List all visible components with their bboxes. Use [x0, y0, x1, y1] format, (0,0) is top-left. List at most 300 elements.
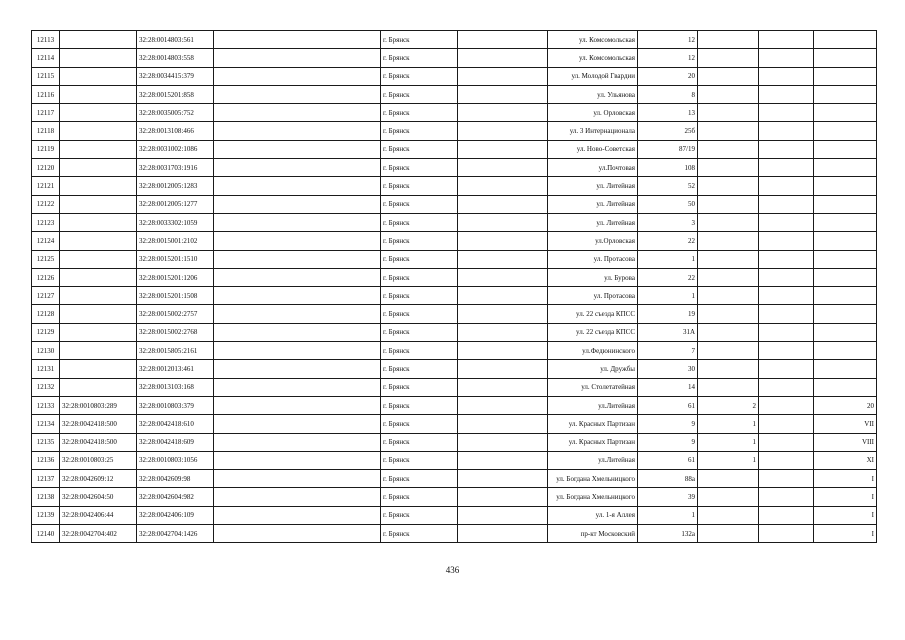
- street-cell: ул.Орловская: [548, 232, 638, 250]
- blank-column-cell: [759, 470, 814, 488]
- building-number-cell: [698, 104, 759, 122]
- table-row: [32, 268, 877, 286]
- cadastral-number-object-cell: 32:28:0015001:2102: [137, 232, 214, 250]
- cadastral-number-object-cell: 32:28:0010803:379: [137, 396, 214, 414]
- blank-column-cell: [458, 232, 548, 250]
- street-cell: ул. Красных Партизан: [548, 433, 638, 451]
- city-cell: г. Брянск: [381, 31, 458, 49]
- city-cell: г. Брянск: [381, 415, 458, 433]
- cadastral-number-object-cell: 32:28:0015201:1508: [137, 287, 214, 305]
- row-number-cell: 12136: [32, 451, 60, 469]
- building-number-cell: [698, 177, 759, 195]
- apartment-number-cell: [814, 250, 877, 268]
- street-cell: ул. Литейная: [548, 195, 638, 213]
- house-number-cell: 1: [638, 250, 698, 268]
- city-cell: г. Брянск: [381, 195, 458, 213]
- apartment-number-cell: [814, 49, 877, 67]
- blank-column-cell: [458, 470, 548, 488]
- house-number-cell: 3: [638, 213, 698, 231]
- blank-column-cell: [214, 85, 381, 103]
- blank-column-cell: [458, 268, 548, 286]
- city-cell: г. Брянск: [381, 213, 458, 231]
- house-number-cell: 22: [638, 268, 698, 286]
- table-row: [32, 122, 877, 140]
- blank-column-cell: [759, 159, 814, 177]
- cadastral-number-parcel-cell: [60, 159, 137, 177]
- cadastral-number-object-cell: 32:28:0012005:1283: [137, 177, 214, 195]
- building-number-cell: [698, 250, 759, 268]
- blank-column-cell: [759, 232, 814, 250]
- table-row: [32, 232, 877, 250]
- row-number-cell: 12133: [32, 396, 60, 414]
- blank-column-cell: [458, 323, 548, 341]
- blank-column-cell: [759, 104, 814, 122]
- row-number-cell: 12127: [32, 287, 60, 305]
- row-number-cell: 12140: [32, 525, 60, 543]
- cadastral-number-parcel-cell: 32:28:0042609:12: [60, 470, 137, 488]
- row-number-cell: 12135: [32, 433, 60, 451]
- apartment-number-cell: VIII: [814, 433, 877, 451]
- street-cell: ул. Ново-Советская: [548, 140, 638, 158]
- table-row: [32, 49, 877, 67]
- cadastral-number-object-cell: 32:28:0015002:2757: [137, 305, 214, 323]
- row-number-cell: 12137: [32, 470, 60, 488]
- city-cell: г. Брянск: [381, 305, 458, 323]
- street-cell: ул. Литейная: [548, 177, 638, 195]
- house-number-cell: 7: [638, 342, 698, 360]
- blank-column-cell: [759, 525, 814, 543]
- blank-column-cell: [759, 250, 814, 268]
- blank-column-cell: [759, 85, 814, 103]
- cadastral-number-parcel-cell: 32:28:0010803:25: [60, 451, 137, 469]
- house-number-cell: 108: [638, 159, 698, 177]
- blank-column-cell: [458, 122, 548, 140]
- table-row: [32, 342, 877, 360]
- building-number-cell: [698, 232, 759, 250]
- street-cell: ул. Комсомольская: [548, 49, 638, 67]
- building-number-cell: [698, 67, 759, 85]
- table-row: [32, 85, 877, 103]
- house-number-cell: 1: [638, 506, 698, 524]
- cadastral-number-parcel-cell: [60, 232, 137, 250]
- blank-column-cell: [458, 525, 548, 543]
- cadastral-number-object-cell: 32:28:0015201:1510: [137, 250, 214, 268]
- house-number-cell: 52: [638, 177, 698, 195]
- blank-column-cell: [458, 506, 548, 524]
- city-cell: г. Брянск: [381, 342, 458, 360]
- street-cell: ул. Богдана Хмельницкого: [548, 470, 638, 488]
- cadastral-number-parcel-cell: 32:28:0042604:50: [60, 488, 137, 506]
- table-row: [32, 31, 877, 49]
- city-cell: г. Брянск: [381, 287, 458, 305]
- row-number-cell: 12138: [32, 488, 60, 506]
- house-number-cell: 39: [638, 488, 698, 506]
- register-table: [31, 30, 877, 543]
- apartment-number-cell: VII: [814, 415, 877, 433]
- cadastral-number-parcel-cell: [60, 67, 137, 85]
- street-cell: ул. Протасова: [548, 287, 638, 305]
- blank-column-cell: [759, 305, 814, 323]
- apartment-number-cell: I: [814, 525, 877, 543]
- blank-column-cell: [759, 287, 814, 305]
- city-cell: г. Брянск: [381, 85, 458, 103]
- cadastral-number-parcel-cell: 32:28:0042406:44: [60, 506, 137, 524]
- blank-column-cell: [214, 287, 381, 305]
- cadastral-number-object-cell: 32:28:0012005:1277: [137, 195, 214, 213]
- street-cell: ул. Ульянова: [548, 85, 638, 103]
- blank-column-cell: [458, 305, 548, 323]
- building-number-cell: [698, 525, 759, 543]
- blank-column-cell: [458, 451, 548, 469]
- blank-column-cell: [458, 488, 548, 506]
- building-number-cell: [698, 506, 759, 524]
- blank-column-cell: [458, 213, 548, 231]
- blank-column-cell: [759, 177, 814, 195]
- cadastral-number-object-cell: 32:28:0042609:98: [137, 470, 214, 488]
- blank-column-cell: [214, 470, 381, 488]
- row-number-cell: 12119: [32, 140, 60, 158]
- apartment-number-cell: [814, 159, 877, 177]
- apartment-number-cell: [814, 305, 877, 323]
- blank-column-cell: [214, 122, 381, 140]
- house-number-cell: 8: [638, 85, 698, 103]
- street-cell: ул. 3 Интернационала: [548, 122, 638, 140]
- city-cell: г. Брянск: [381, 104, 458, 122]
- table-row: [32, 195, 877, 213]
- city-cell: г. Брянск: [381, 177, 458, 195]
- blank-column-cell: [214, 67, 381, 85]
- house-number-cell: 12: [638, 49, 698, 67]
- building-number-cell: [698, 140, 759, 158]
- table-row: [32, 451, 877, 469]
- apartment-number-cell: [814, 195, 877, 213]
- house-number-cell: 20: [638, 67, 698, 85]
- cadastral-number-object-cell: 32:28:0042418:609: [137, 433, 214, 451]
- cadastral-number-object-cell: 32:28:0010803:1056: [137, 451, 214, 469]
- city-cell: г. Брянск: [381, 268, 458, 286]
- cadastral-number-parcel-cell: [60, 31, 137, 49]
- cadastral-number-object-cell: 32:28:0042418:610: [137, 415, 214, 433]
- building-number-cell: [698, 122, 759, 140]
- blank-column-cell: [759, 415, 814, 433]
- blank-column-cell: [759, 195, 814, 213]
- building-number-cell: [698, 378, 759, 396]
- street-cell: ул.Литейная: [548, 451, 638, 469]
- city-cell: г. Брянск: [381, 378, 458, 396]
- blank-column-cell: [759, 140, 814, 158]
- blank-column-cell: [214, 415, 381, 433]
- row-number-cell: 12128: [32, 305, 60, 323]
- city-cell: г. Брянск: [381, 488, 458, 506]
- blank-column-cell: [458, 433, 548, 451]
- building-number-cell: [698, 268, 759, 286]
- table-row: [32, 360, 877, 378]
- house-number-cell: 19: [638, 305, 698, 323]
- row-number-cell: 12130: [32, 342, 60, 360]
- table-row: [32, 415, 877, 433]
- row-number-cell: 12117: [32, 104, 60, 122]
- house-number-cell: 50: [638, 195, 698, 213]
- blank-column-cell: [214, 396, 381, 414]
- building-number-cell: 1: [698, 415, 759, 433]
- street-cell: ул. Орловская: [548, 104, 638, 122]
- blank-column-cell: [214, 49, 381, 67]
- cadastral-number-parcel-cell: [60, 85, 137, 103]
- street-cell: ул. Протасова: [548, 250, 638, 268]
- building-number-cell: [698, 470, 759, 488]
- blank-column-cell: [214, 268, 381, 286]
- blank-column-cell: [759, 268, 814, 286]
- row-number-cell: 12124: [32, 232, 60, 250]
- row-number-cell: 12132: [32, 378, 60, 396]
- blank-column-cell: [759, 488, 814, 506]
- blank-column-cell: [458, 360, 548, 378]
- blank-column-cell: [759, 122, 814, 140]
- table-row: [32, 213, 877, 231]
- table-row: [32, 305, 877, 323]
- apartment-number-cell: [814, 140, 877, 158]
- blank-column-cell: [759, 213, 814, 231]
- building-number-cell: [698, 213, 759, 231]
- blank-column-cell: [458, 177, 548, 195]
- city-cell: г. Брянск: [381, 451, 458, 469]
- building-number-cell: [698, 360, 759, 378]
- building-number-cell: [698, 195, 759, 213]
- house-number-cell: 12: [638, 31, 698, 49]
- house-number-cell: 22: [638, 232, 698, 250]
- house-number-cell: 87/19: [638, 140, 698, 158]
- blank-column-cell: [214, 360, 381, 378]
- street-cell: ул. Красных Партизан: [548, 415, 638, 433]
- apartment-number-cell: [814, 122, 877, 140]
- blank-column-cell: [214, 305, 381, 323]
- street-cell: ул.Федюнинского: [548, 342, 638, 360]
- blank-column-cell: [214, 213, 381, 231]
- city-cell: г. Брянск: [381, 250, 458, 268]
- table-row: [32, 104, 877, 122]
- city-cell: г. Брянск: [381, 140, 458, 158]
- building-number-cell: [698, 305, 759, 323]
- blank-column-cell: [214, 506, 381, 524]
- blank-column-cell: [759, 67, 814, 85]
- blank-column-cell: [458, 287, 548, 305]
- table-row: [32, 525, 877, 543]
- street-cell: ул. Молодой Гвардии: [548, 67, 638, 85]
- blank-column-cell: [214, 232, 381, 250]
- house-number-cell: 9: [638, 415, 698, 433]
- blank-column-cell: [458, 31, 548, 49]
- street-cell: ул. Богдана Хмельницкого: [548, 488, 638, 506]
- cadastral-number-object-cell: 32:28:0015201:1206: [137, 268, 214, 286]
- apartment-number-cell: [814, 360, 877, 378]
- blank-column-cell: [458, 195, 548, 213]
- house-number-cell: 1: [638, 287, 698, 305]
- blank-column-cell: [214, 177, 381, 195]
- blank-column-cell: [759, 506, 814, 524]
- row-number-cell: 12131: [32, 360, 60, 378]
- table-row: [32, 506, 877, 524]
- blank-column-cell: [458, 378, 548, 396]
- building-number-cell: [698, 342, 759, 360]
- street-cell: ул. Бурова: [548, 268, 638, 286]
- blank-column-cell: [214, 378, 381, 396]
- cadastral-number-object-cell: 32:28:0013108:466: [137, 122, 214, 140]
- house-number-cell: 9: [638, 433, 698, 451]
- blank-column-cell: [214, 433, 381, 451]
- cadastral-number-parcel-cell: [60, 323, 137, 341]
- building-number-cell: [698, 159, 759, 177]
- building-number-cell: [698, 287, 759, 305]
- blank-column-cell: [458, 85, 548, 103]
- row-number-cell: 12120: [32, 159, 60, 177]
- blank-column-cell: [214, 104, 381, 122]
- blank-column-cell: [214, 159, 381, 177]
- cadastral-number-parcel-cell: [60, 195, 137, 213]
- house-number-cell: 132а: [638, 525, 698, 543]
- blank-column-cell: [759, 31, 814, 49]
- city-cell: г. Брянск: [381, 470, 458, 488]
- street-cell: ул.Литейная: [548, 396, 638, 414]
- blank-column-cell: [458, 49, 548, 67]
- page-number: 436: [445, 565, 460, 575]
- row-number-cell: 12114: [32, 49, 60, 67]
- street-cell: ул. 1-я Аллея: [548, 506, 638, 524]
- street-cell: ул. Комсомольская: [548, 31, 638, 49]
- blank-column-cell: [214, 451, 381, 469]
- street-cell: ул. Столетатейная: [548, 378, 638, 396]
- blank-column-cell: [759, 323, 814, 341]
- apartment-number-cell: [814, 378, 877, 396]
- street-cell: пр-кт Московский: [548, 525, 638, 543]
- cadastral-number-parcel-cell: [60, 122, 137, 140]
- blank-column-cell: [214, 342, 381, 360]
- street-cell: ул. Дружбы: [548, 360, 638, 378]
- cadastral-number-parcel-cell: [60, 342, 137, 360]
- cadastral-number-object-cell: 32:28:0033302:1059: [137, 213, 214, 231]
- cadastral-number-parcel-cell: [60, 49, 137, 67]
- cadastral-number-parcel-cell: [60, 305, 137, 323]
- cadastral-number-parcel-cell: 32:28:0010803:289: [60, 396, 137, 414]
- row-number-cell: 12115: [32, 67, 60, 85]
- building-number-cell: 1: [698, 451, 759, 469]
- row-number-cell: 12116: [32, 85, 60, 103]
- cadastral-number-object-cell: 32:28:0015805:2161: [137, 342, 214, 360]
- city-cell: г. Брянск: [381, 433, 458, 451]
- building-number-cell: 2: [698, 396, 759, 414]
- apartment-number-cell: [814, 323, 877, 341]
- apartment-number-cell: [814, 232, 877, 250]
- building-number-cell: [698, 323, 759, 341]
- cadastral-number-parcel-cell: [60, 213, 137, 231]
- city-cell: г. Брянск: [381, 360, 458, 378]
- house-number-cell: 31А: [638, 323, 698, 341]
- blank-column-cell: [759, 49, 814, 67]
- cadastral-number-object-cell: 32:28:0042604:982: [137, 488, 214, 506]
- blank-column-cell: [214, 31, 381, 49]
- city-cell: г. Брянск: [381, 396, 458, 414]
- street-cell: ул.Почтовая: [548, 159, 638, 177]
- table-row: [32, 378, 877, 396]
- blank-column-cell: [458, 342, 548, 360]
- building-number-cell: [698, 488, 759, 506]
- blank-column-cell: [759, 451, 814, 469]
- table-row: [32, 396, 877, 414]
- street-cell: ул. 22 съезда КПСС: [548, 305, 638, 323]
- cadastral-number-parcel-cell: [60, 104, 137, 122]
- cadastral-number-parcel-cell: [60, 378, 137, 396]
- table-row: [32, 140, 877, 158]
- register-table-body: [32, 31, 877, 543]
- cadastral-number-object-cell: 32:28:0042406:109: [137, 506, 214, 524]
- apartment-number-cell: [814, 67, 877, 85]
- house-number-cell: 61: [638, 396, 698, 414]
- cadastral-number-parcel-cell: [60, 287, 137, 305]
- blank-column-cell: [458, 140, 548, 158]
- city-cell: г. Брянск: [381, 67, 458, 85]
- cadastral-number-object-cell: 32:28:0014803:561: [137, 31, 214, 49]
- row-number-cell: 12118: [32, 122, 60, 140]
- blank-column-cell: [214, 525, 381, 543]
- apartment-number-cell: [814, 342, 877, 360]
- blank-column-cell: [458, 415, 548, 433]
- blank-column-cell: [458, 396, 548, 414]
- apartment-number-cell: [814, 31, 877, 49]
- row-number-cell: 12125: [32, 250, 60, 268]
- blank-column-cell: [759, 396, 814, 414]
- cadastral-number-parcel-cell: [60, 360, 137, 378]
- table-row: [32, 250, 877, 268]
- city-cell: г. Брянск: [381, 49, 458, 67]
- city-cell: г. Брянск: [381, 159, 458, 177]
- cadastral-number-object-cell: 32:28:0042704:1426: [137, 525, 214, 543]
- cadastral-number-object-cell: 32:28:0014803:558: [137, 49, 214, 67]
- street-cell: ул. 22 съезда КПСС: [548, 323, 638, 341]
- city-cell: г. Брянск: [381, 232, 458, 250]
- cadastral-number-object-cell: 32:28:0015002:2768: [137, 323, 214, 341]
- blank-column-cell: [759, 433, 814, 451]
- street-cell: ул. Литейная: [548, 213, 638, 231]
- blank-column-cell: [759, 360, 814, 378]
- row-number-cell: 12129: [32, 323, 60, 341]
- cadastral-number-parcel-cell: [60, 140, 137, 158]
- cadastral-number-object-cell: 32:28:0015201:858: [137, 85, 214, 103]
- apartment-number-cell: I: [814, 488, 877, 506]
- house-number-cell: 14: [638, 378, 698, 396]
- row-number-cell: 12113: [32, 31, 60, 49]
- apartment-number-cell: [814, 213, 877, 231]
- blank-column-cell: [458, 67, 548, 85]
- apartment-number-cell: [814, 104, 877, 122]
- row-number-cell: 12126: [32, 268, 60, 286]
- blank-column-cell: [214, 140, 381, 158]
- apartment-number-cell: [814, 177, 877, 195]
- blank-column-cell: [759, 378, 814, 396]
- row-number-cell: 12122: [32, 195, 60, 213]
- row-number-cell: 12121: [32, 177, 60, 195]
- apartment-number-cell: 20: [814, 396, 877, 414]
- blank-column-cell: [214, 488, 381, 506]
- blank-column-cell: [458, 159, 548, 177]
- blank-column-cell: [458, 250, 548, 268]
- building-number-cell: [698, 49, 759, 67]
- blank-column-cell: [214, 250, 381, 268]
- cadastral-number-object-cell: 32:28:0013103:168: [137, 378, 214, 396]
- house-number-cell: 61: [638, 451, 698, 469]
- table-row: [32, 159, 877, 177]
- cadastral-number-parcel-cell: 32:28:0042704:402: [60, 525, 137, 543]
- row-number-cell: 12139: [32, 506, 60, 524]
- city-cell: г. Брянск: [381, 525, 458, 543]
